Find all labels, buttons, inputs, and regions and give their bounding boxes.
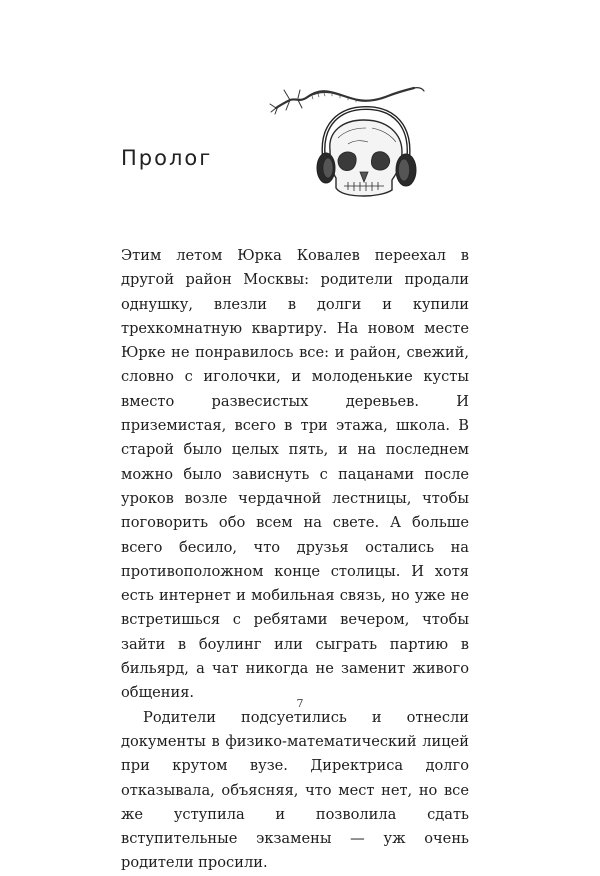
body-text (121, 244, 469, 876)
paragraph-2: Родители подсуетились и отнесли документы в физико-математический лицей при крутом вузе. Директриса долго отказывала, объясняя, что мест нет, но все же уступила и позволила сдать вступительные экзамены — уж очень родители просили. (121, 708, 469, 872)
page-number: 7 (296, 697, 304, 710)
chapter-title: Пролог (121, 146, 213, 170)
skull-drawing (330, 120, 402, 196)
skull-headphones-illustration (268, 78, 448, 208)
paragraph-1: Этим летом Юрка Ковалев переехал в другой район Москвы: родители продали однушку, влезли в долги и купили трехкомнатную квартиру. На новом месте Юрке не понравилось все: и район, свежий, словно с иголочки, и молоденькие кусты вместо развесистых деревьев. И приземистая, всего в три этажа, школа. В старой было целых пять, и на последнем можно было зависнуть с пацанами после уроков возле чердачной лестницы, чтобы поговорить обо всем на свете. А больше всего бесило, что друзья остались на противоположном конце столицы. И хотя есть интернет и мобильная связь, но уже не встретишься с ребятами вечером, чтобы зайти в боулинг или сыграть партию в бильярд, а чат никогда не заменит живого общения. (121, 247, 469, 702)
